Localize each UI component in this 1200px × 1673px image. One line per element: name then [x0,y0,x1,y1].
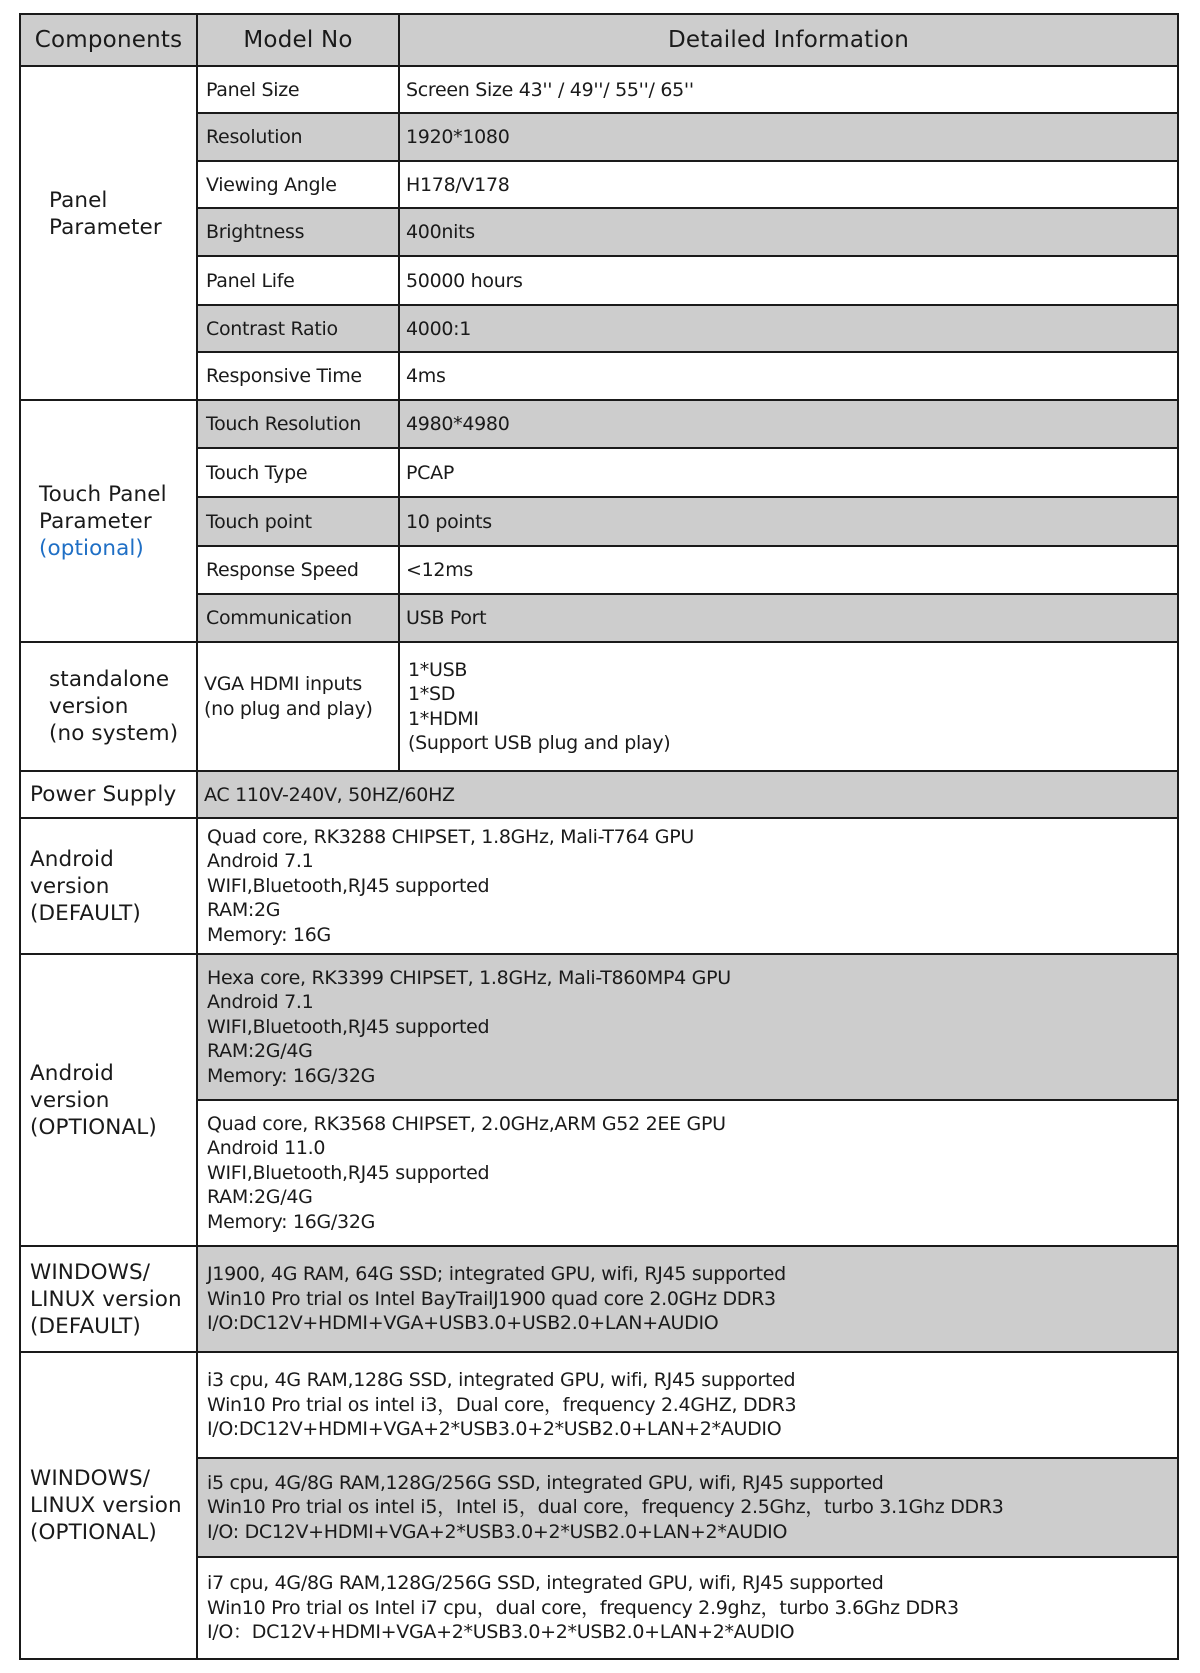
row-value: 10 points [400,498,1177,547]
component-line: (OPTIONAL) [30,1114,157,1140]
component-power-supply: Power Supply [21,772,198,819]
text-line: i3 cpu, 4G RAM,128G SSD, integrated GPU, wifi, RJ45 supported [207,1369,796,1392]
android-optional-spec [198,1101,1177,1247]
text-line: Android 11.0 [207,1137,326,1160]
text-line: Win10 Pro trial os Intel BayTrailJ1900 quad core 2.0GHz DDR3 [207,1287,776,1310]
component-line: WINDOWS/ [30,1466,151,1491]
component-line: (OPTIONAL) [30,1520,157,1545]
row-label: Touch Resolution [198,401,400,449]
row-value: 4ms [400,353,1177,401]
text-line: i7 cpu, 4G/8G RAM,128G/256G SSD, integrated GPU, wifi, RJ45 supported [207,1572,884,1595]
text-line: WIFI,Bluetooth,RJ45 supported [207,874,490,897]
row-value: PCAP [400,449,1177,498]
spec-table [19,13,1179,1660]
text-line: Quad core, RK3568 CHIPSET, 2.0GHz,ARM G52 2EE GPU [207,1112,726,1135]
text-line: 1*USB [408,658,468,681]
text-line: Memory: 16G/32G [207,1064,376,1087]
text-line: VGA HDMI inputs [204,673,362,695]
component-line: LINUX version [30,1493,182,1518]
row-value: 400nits [400,209,1177,257]
row-label: Resolution [198,114,400,162]
text-line: Win10 Pro trial os intel i3，Dual core，frequency 2.4GHZ, DDR3 [207,1393,797,1416]
windows-optional-spec [198,1353,1177,1459]
component-line: (DEFAULT) [30,1313,141,1339]
component-line: Android version [30,846,114,899]
component-line: (DEFAULT) [30,900,141,926]
text-line: RAM:2G/4G [207,1186,313,1209]
component-touch-panel [21,401,198,643]
text-line: I/O: DC12V+HDMI+VGA+2*USB3.0+2*USB2.0+LAN+2*AUDIO [207,1520,788,1543]
text-line: WIFI,Bluetooth,RJ45 supported [207,1015,490,1038]
android-default-spec [198,819,1177,955]
text-line: Android 7.1 [207,991,314,1014]
power-supply-value: AC 110V-240V, 50HZ/60HZ [198,772,1177,819]
component-line: Panel [49,188,108,213]
row-value: USB Port [400,595,1177,643]
text-line: Memory: 16G/32G [207,1210,376,1233]
row-value: 1920*1080 [400,114,1177,162]
windows-optional-spec [198,1558,1177,1658]
row-label: Viewing Angle [198,162,400,209]
row-value: 4000:1 [400,306,1177,353]
text-line: Android 7.1 [207,850,314,873]
component-line: (no system) [49,721,179,746]
component-windows-optional [21,1353,198,1658]
text-line: 1*SD [408,683,456,705]
text-line: Win10 Pro trial os intel i5，Intel i5，dual core，frequency 2.5Ghz，turbo 3.1Ghz DDR3 [207,1496,1004,1519]
text-line: WIFI,Bluetooth,RJ45 supported [207,1161,490,1184]
header-model-no: Model No [198,15,400,67]
header-components: Components [21,15,198,67]
text-line: Quad core, RK3288 CHIPSET, 1.8GHz, Mali-T764 GPU [207,825,694,848]
component-line: LINUX version [30,1286,182,1312]
row-value: Screen Size 43'' / 49''/ 55''/ 65'' [400,67,1177,114]
text-line: (Support USB plug and play) [408,732,671,754]
component-android-optional [21,955,198,1247]
component-line: WINDOWS/ [30,1259,151,1285]
component-line: Parameter [39,508,152,534]
row-label: Touch Type [198,449,400,498]
component-standalone [21,643,198,772]
component-panel-parameter [21,67,198,401]
row-label: Response Speed [198,547,400,595]
component-line: Android version [30,1060,114,1113]
text-line: J1900, 4G RAM, 64G SSD; integrated GPU, wifi, RJ45 supported [207,1263,786,1286]
text-line: RAM:2G/4G [207,1040,313,1063]
text-line: i5 cpu, 4G/8G RAM,128G/256G SSD, integrated GPU, wifi, RJ45 supported [207,1471,884,1494]
row-label: Communication [198,595,400,643]
text-line: I/O:DC12V+HDMI+VGA+2*USB3.0+2*USB2.0+LAN+2*AUDIO [207,1418,782,1441]
header-detailed-information: Detailed Information [400,15,1177,67]
text-line: (no plug and play) [204,697,373,720]
standalone-ports [400,643,1177,772]
optional-note: (optional) [39,535,144,561]
row-value: H178/V178 [400,162,1177,209]
row-label: Panel Size [198,67,400,114]
row-label: Brightness [198,209,400,257]
text-line: 1*HDMI [408,707,479,730]
windows-optional-spec [198,1459,1177,1558]
text-line: Hexa core, RK3399 CHIPSET, 1.8GHz, Mali-T860MP4 GPU [207,966,731,989]
component-windows-default [21,1247,198,1353]
row-label: Contrast Ratio [198,306,400,353]
component-line: version [49,694,129,719]
text-line: I/O：DC12V+HDMI+VGA+2*USB3.0+2*USB2.0+LAN+2*AUDIO [207,1621,795,1644]
component-line: Parameter [49,215,162,240]
component-line: standalone [49,667,170,692]
text-line: RAM:2G [207,899,281,922]
row-value: 50000 hours [400,257,1177,306]
text-line: Win10 Pro trial os Intel i7 cpu，dual core，frequency 2.9ghz，turbo 3.6Ghz DDR3 [207,1596,959,1619]
text-line: Memory: 16G [207,923,331,946]
row-label: Panel Life [198,257,400,306]
row-value: 4980*4980 [400,401,1177,449]
android-optional-spec [198,955,1177,1101]
row-label: Touch point [198,498,400,547]
row-label: Responsive Time [198,353,400,401]
component-line: Touch Panel [39,481,167,507]
standalone-inputs [198,643,400,772]
windows-default-spec [198,1247,1177,1353]
text-line: I/O:DC12V+HDMI+VGA+USB3.0+USB2.0+LAN+AUDIO [207,1312,719,1335]
component-android-default [21,819,198,955]
row-value: <12ms [400,547,1177,595]
